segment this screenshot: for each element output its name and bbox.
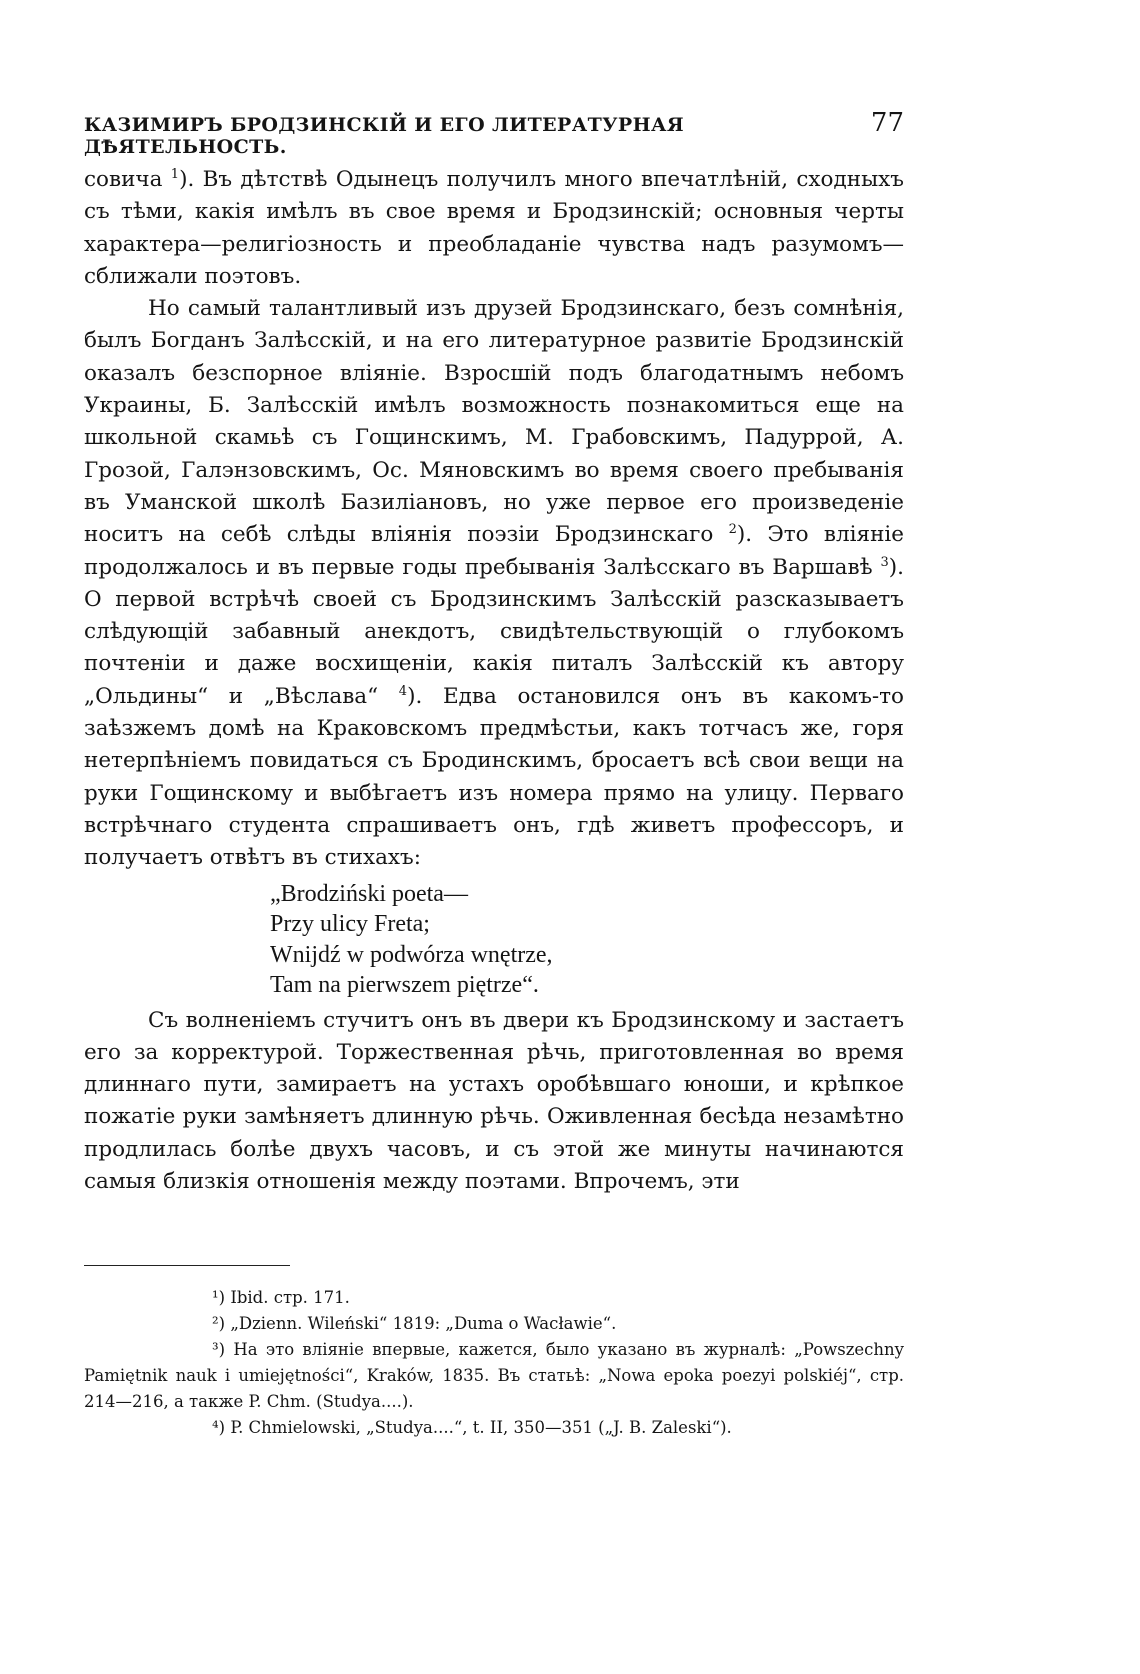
running-head: КАЗИМИРЪ БРОДЗИНСКІЙ И ЕГО ЛИТЕРАТУРНАЯ ДѢЯТЕЛЬНОСТЬ. [84,114,684,158]
verse-line: Przy ulicy Freta; [270,911,430,938]
paragraph-1: совича $^1$). Въ дѣтствѣ Одынецъ получилъ много впечатлѣній, сходныхъ съ тѣми, какія имѣлъ въ свое время и Бродзинскій; основныя черты характера—религіозность и преобладаніе чувства надъ разумомъ—сближали поэтовъ. [84,166,904,289]
footnote-4: ⁴) P. Chmielowski, „Studya....“, t. II, 350—351 („J. B. Zaleski“). [84,1415,904,1441]
footnote-2: ²) „Dzienn. Wileński“ 1819: „Duma o Wacławie“. [84,1311,904,1337]
footnote-1: ¹) Ibid. стр. 171. [84,1285,904,1311]
footnote-ref-2: 2 [728,522,737,538]
footnote-ref-1: 1 [170,166,180,182]
paragraph-3: Съ волненіемъ стучитъ онъ въ двери къ Бродзинскому и застаетъ его за корректурой. Торжественная рѣчь, приготовленная во время длиннаго пути, замираетъ на устахъ оробѣвшаго юноши, и крѣпкое пожатіе руки замѣняетъ длинную рѣчь. Оживленная бесѣда незамѣтно продлилась болѣе двухъ часовъ, и съ этой же минуты начинаются самыя близкія отношенія между поэтами. Впрочемъ, эти [84,1007,904,1195]
footnote-marker: ¹) [212,1288,226,1307]
paragraph-2: Но самый талантливый изъ друзей Бродзинскаго, безъ сомнѣнія, былъ Богданъ Залѣсскій, и на его литературное развитіе Бродзинскій оказалъ безспорное вліяніе. Взросшій подъ благодатнымъ небомъ Украины, Б. Залѣсскій имѣлъ возможность познакомиться еще на школьной скамьѣ съ Гощинскимъ, М. Грабовскимъ, Падуррой, А. Грозой, Галэнзовскимъ, Ос. Мяновскимъ во время своего пребыванія въ Уманской школѣ Базиліановъ, но уже первое его произведеніе носитъ на себѣ слѣды вліянія поэзіи Бродзинскаго $^2$). Это вліяніе продолжалось и въ первые годы пребыванія Залѣсскаго въ Варшавѣ $^3$). О первой встрѣчѣ своей съ Бродзинскимъ Залѣсскій разсказываетъ слѣдующій забавный анекдотъ, свидѣтельствующій о глубокомъ почтеніи и даже восхищеніи, какія питалъ Залѣсскій къ автору „Ольдины“ и „Вѣслава“ $^4$). Едва остановился онъ въ какомъ-то заѣзжемъ домѣ на Краковскомъ предмѣстьи, какъ тотчасъ же, горя нетерпѣніемъ повидаться съ Бродинскимъ, бросаетъ всѣ свои вещи на руки Гощинскому и выбѣгаетъ изъ номера прямо на улицу. Перваго встрѣчнаго студента спрашиваетъ онъ, гдѣ живетъ профессоръ, и получаетъ отвѣтъ въ стихахъ: [84,296,904,871]
verse-line: Tam na pierwszem piętrze“. [270,972,539,999]
footnote-ref-3: 3 [880,554,889,570]
verse-quote [270,879,904,1001]
footnote-ref-4: 4 [398,683,408,699]
verse-line: Wnijdź w podwórza wnętrze, [270,941,553,968]
footnote-3: ³) На это вліяніе впервые, кажется, было указано въ журналѣ: „Powszechny Pamiętnik nauk i umiejętności“, Kraków, 1835. Въ статьѣ: „Nowa epoka poezyi polskiéj“, стр. 214—216, а также P. Chm. (Studya....). [84,1337,904,1415]
footnote-marker: ³) [212,1340,226,1359]
page-number: 77 [870,108,904,138]
page-header [84,108,904,158]
verse-line: „Brodziński poeta— [270,880,468,907]
footnote-divider [84,1265,290,1266]
main-text [84,164,904,1198]
footnotes [84,1285,904,1441]
footnote-marker: ²) [212,1314,226,1333]
footnote-marker: ⁴) [212,1418,226,1437]
